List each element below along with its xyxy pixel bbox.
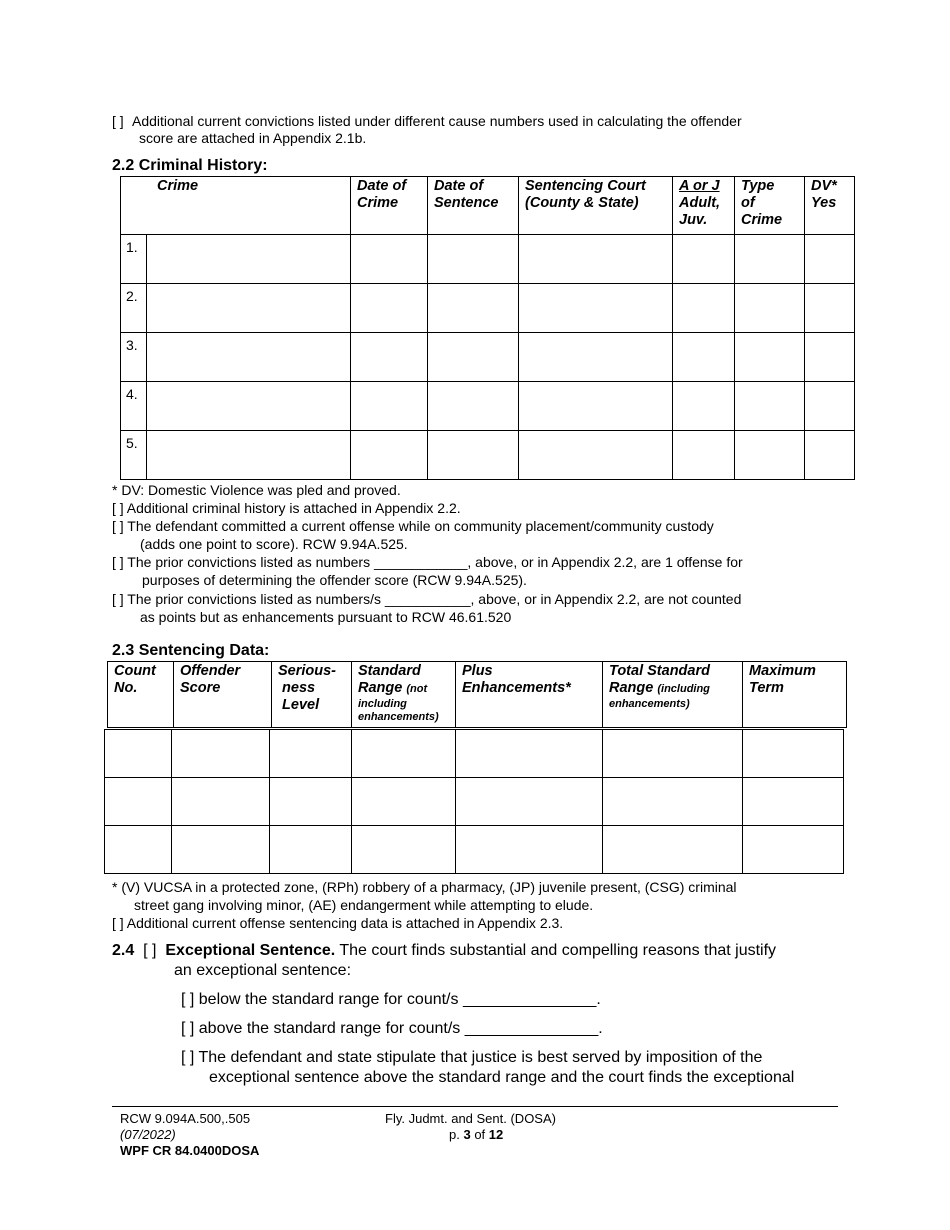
standard-range-cell[interactable]	[352, 826, 456, 874]
prior-convictions-same-offense-checkbox[interactable]: [ ] The prior convictions listed as numbers ____________, above, or in Appendix 2.2, are 1 offense for	[112, 554, 743, 570]
court-cell[interactable]	[519, 333, 673, 382]
criminal-history-table	[120, 176, 855, 480]
col-seriousness-level: Serious- ness Level	[272, 662, 352, 728]
col-count-no: Count No.	[108, 662, 174, 728]
intro-checkbox[interactable]: [ ]	[112, 113, 124, 129]
seriousness-cell[interactable]	[270, 730, 352, 778]
col-dv-yes: DV* Yes	[805, 177, 855, 235]
sentencing-header-row	[108, 662, 847, 728]
enhancements-cell[interactable]	[456, 730, 603, 778]
type-cell[interactable]	[735, 382, 805, 431]
crime-cell[interactable]	[147, 431, 351, 480]
community-placement-continued: (adds one point to score). RCW 9.94A.525.	[140, 536, 408, 552]
col-standard-range: Standard Range (not including enhancements)	[352, 662, 456, 728]
count-cell[interactable]	[105, 778, 172, 826]
intro-line-2: score are attached in Appendix 2.1b.	[139, 130, 367, 146]
criminal-history-heading: 2.2 Criminal History:	[112, 157, 268, 174]
table-row	[105, 826, 844, 874]
court-cell[interactable]	[519, 382, 673, 431]
seriousness-cell[interactable]	[270, 778, 352, 826]
col-maximum-term: Maximum Term	[743, 662, 847, 728]
enhancement-footnote-continued: street gang involving minor, (AE) endangerment while attempting to elude.	[134, 897, 594, 913]
date-sentence-cell[interactable]	[428, 382, 519, 431]
offender-score-cell[interactable]	[172, 826, 270, 874]
dv-cell[interactable]	[805, 284, 855, 333]
court-cell[interactable]	[519, 235, 673, 284]
crime-cell[interactable]	[147, 284, 351, 333]
dv-cell[interactable]	[805, 235, 855, 284]
section-number: 2.4	[112, 942, 135, 959]
aorj-cell[interactable]	[673, 431, 735, 480]
date-sentence-cell[interactable]	[428, 431, 519, 480]
col-date-of-crime: Date of Crime	[351, 177, 428, 235]
sentencing-data-header-table	[107, 661, 847, 728]
dv-cell[interactable]	[805, 333, 855, 382]
prior-convictions-enhancement-continued: as points but as enhancements pursuant to RCW 46.61.520	[140, 609, 512, 625]
table-row	[121, 382, 855, 431]
standard-range-cell[interactable]	[352, 778, 456, 826]
aorj-cell[interactable]	[673, 382, 735, 431]
offender-score-cell[interactable]	[172, 778, 270, 826]
footer-revision-date: (07/2022)	[120, 1127, 176, 1142]
row-number: 4.	[121, 382, 147, 431]
above-standard-range-option[interactable]: [ ] above the standard range for count/s _______________.	[181, 1020, 603, 1037]
maximum-term-cell[interactable]	[743, 730, 844, 778]
crime-cell[interactable]	[147, 333, 351, 382]
aorj-cell[interactable]	[673, 333, 735, 382]
footer-form-title: Fly. Judmt. and Sent. (DOSA)	[385, 1111, 556, 1126]
dv-cell[interactable]	[805, 382, 855, 431]
row-number: 2.	[121, 284, 147, 333]
prior-convictions-enhancement-checkbox[interactable]: [ ] The prior convictions listed as numbers/s ___________, above, or in Appendix 2.2, are not counted	[112, 591, 742, 607]
type-cell[interactable]	[735, 431, 805, 480]
criminal-history-header-row	[121, 177, 855, 235]
date-sentence-cell[interactable]	[428, 284, 519, 333]
col-type-of-crime: Type of Crime	[735, 177, 805, 235]
standard-range-cell[interactable]	[352, 730, 456, 778]
row-number: 3.	[121, 333, 147, 382]
table-row	[121, 284, 855, 333]
offender-score-cell[interactable]	[172, 730, 270, 778]
stipulation-option[interactable]: [ ] The defendant and state stipulate that justice is best served by imposition of the	[181, 1049, 763, 1066]
intro-line-1: [ ] Additional current convictions listed under different cause numbers used in calculating the offender	[112, 113, 742, 129]
col-offender-score: Offender Score	[174, 662, 272, 728]
total-range-cell[interactable]	[603, 730, 743, 778]
row-number: 5.	[121, 431, 147, 480]
table-row	[121, 431, 855, 480]
stipulation-option-continued: exceptional sentence above the standard range and the court finds the exceptional	[209, 1069, 795, 1086]
maximum-term-cell[interactable]	[743, 778, 844, 826]
table-row	[121, 235, 855, 284]
exceptional-sentence-line-1: 2.4 [ ] Exceptional Sentence. The court finds substantial and compelling reasons that justify	[112, 942, 777, 959]
below-standard-range-option[interactable]: [ ] below the standard range for count/s _______________.	[181, 991, 601, 1008]
count-cell[interactable]	[105, 826, 172, 874]
footer-form-number: WPF CR 84.0400DOSA	[120, 1143, 260, 1158]
court-cell[interactable]	[519, 431, 673, 480]
sentencing-data-heading: 2.3 Sentencing Data:	[112, 642, 270, 659]
dv-footnote: * DV: Domestic Violence was pled and proved.	[112, 482, 401, 498]
col-crime: Crime	[121, 177, 351, 235]
type-cell[interactable]	[735, 235, 805, 284]
date-crime-cell[interactable]	[351, 431, 428, 480]
footer-divider	[112, 1106, 838, 1107]
col-a-or-j: A or J Adult, Juv.	[673, 177, 735, 235]
enhancements-cell[interactable]	[456, 826, 603, 874]
sentencing-appendix-checkbox[interactable]: [ ] Additional current offense sentencing data is attached in Appendix 2.3.	[112, 915, 564, 931]
exceptional-sentence-title: Exceptional Sentence.	[165, 942, 336, 959]
row-number: 1.	[121, 235, 147, 284]
date-crime-cell[interactable]	[351, 284, 428, 333]
col-sentencing-court: Sentencing Court (County & State)	[519, 177, 673, 235]
count-cell[interactable]	[105, 730, 172, 778]
table-row	[105, 730, 844, 778]
date-crime-cell[interactable]	[351, 333, 428, 382]
table-row	[105, 778, 844, 826]
sentencing-data-table	[104, 729, 844, 874]
criminal-history-appendix-checkbox[interactable]: [ ] Additional criminal history is attached in Appendix 2.2.	[112, 500, 461, 516]
court-cell[interactable]	[519, 284, 673, 333]
type-cell[interactable]	[735, 333, 805, 382]
col-date-of-sentence: Date of Sentence	[428, 177, 519, 235]
exceptional-sentence-line-2: an exceptional sentence:	[174, 962, 352, 979]
crime-cell[interactable]	[147, 382, 351, 431]
table-row	[121, 333, 855, 382]
community-placement-checkbox[interactable]: [ ] The defendant committed a current offense while on community placement/community custody	[112, 518, 714, 534]
col-plus-enhancements: Plus Enhancements*	[456, 662, 603, 728]
total-range-cell[interactable]	[603, 778, 743, 826]
dv-cell[interactable]	[805, 431, 855, 480]
date-crime-cell[interactable]	[351, 382, 428, 431]
date-sentence-cell[interactable]	[428, 333, 519, 382]
type-cell[interactable]	[735, 284, 805, 333]
date-sentence-cell[interactable]	[428, 235, 519, 284]
footer-rcw: RCW 9.094A.500,.505	[120, 1111, 251, 1126]
date-crime-cell[interactable]	[351, 235, 428, 284]
enhancement-footnote: * (V) VUCSA in a protected zone, (RPh) robbery of a pharmacy, (JP) juvenile present, (CSG) criminal	[112, 879, 737, 895]
aorj-cell[interactable]	[673, 284, 735, 333]
footer-page-number: p. 3 of 12	[449, 1127, 504, 1142]
maximum-term-cell[interactable]	[743, 826, 844, 874]
exceptional-sentence-checkbox[interactable]: [ ]	[143, 942, 157, 959]
prior-convictions-same-offense-continued: purposes of determining the offender score (RCW 9.94A.525).	[142, 572, 527, 588]
enhancements-cell[interactable]	[456, 778, 603, 826]
col-total-standard-range: Total Standard Range (including enhancements)	[603, 662, 743, 728]
aorj-cell[interactable]	[673, 235, 735, 284]
seriousness-cell[interactable]	[270, 826, 352, 874]
crime-cell[interactable]	[147, 235, 351, 284]
total-range-cell[interactable]	[603, 826, 743, 874]
